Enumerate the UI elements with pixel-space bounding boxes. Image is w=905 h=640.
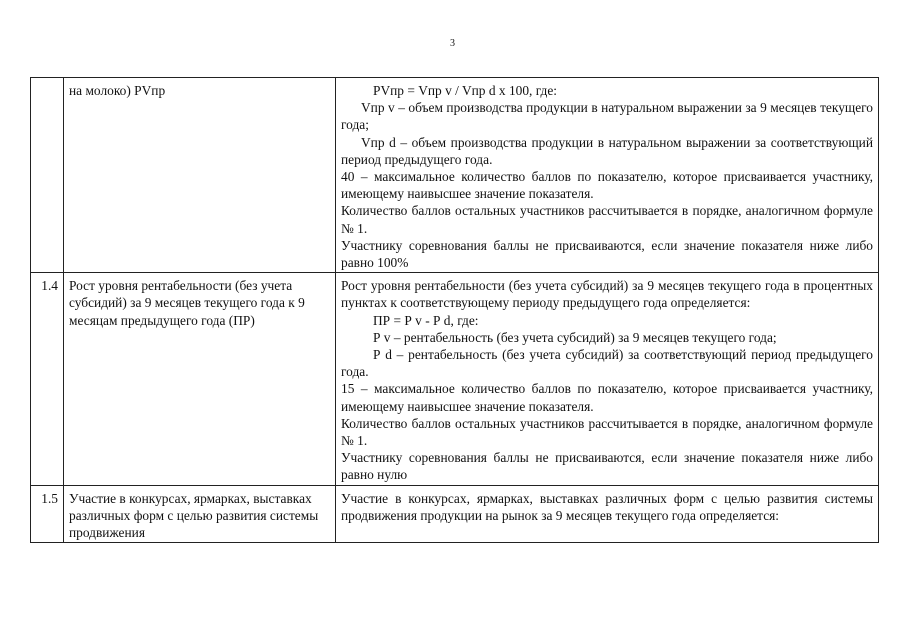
- variable-definition: Vпр v – объем производства продукции в натуральном выражении за 9 месяцев текущего года;: [341, 100, 873, 133]
- score-rule-note: Количество баллов остальных участников рассчитывается в порядке, аналогичном формуле № 1.: [341, 203, 873, 236]
- page-number: 3: [450, 38, 455, 49]
- row-number-cell: 1.5: [31, 485, 64, 543]
- indicator-name-cell: [64, 273, 336, 485]
- max-score-note: 15 – максимальное количество баллов по показателю, которое присваивается участнику, имеющему наивысшее значение показателя.: [341, 381, 873, 414]
- indicator-name-cell: [64, 485, 336, 543]
- calculation-method-cell: [336, 273, 879, 485]
- calculation-method-cell: [336, 485, 879, 543]
- score-rule-note: Количество баллов остальных участников рассчитывается в порядке, аналогичном формуле № 1.: [341, 415, 873, 449]
- indicator-name: Рост уровня рентабельности (без учета субсидий) за 9 месяцев текущего года к 9 месяцам предыдущего года (ПР): [69, 278, 305, 328]
- calculation-method-cell: [336, 78, 879, 273]
- criteria-table: [30, 77, 879, 543]
- method-intro: Рост уровня рентабельности (без учета субсидий) за 9 месяцев текущего года в процентных пунктах к соответствующему периоду предыдущего года определяется:: [341, 278, 873, 311]
- formula-text: PVпр = Vпр v / Vпр d х 100, где:: [373, 83, 558, 98]
- row-number-cell: 1.4: [31, 273, 64, 485]
- variable-definition: Р d – рентабельность (без учета субсидий) за соответствующий период предыдущего года.: [341, 347, 873, 380]
- no-score-condition: Участнику соревнования баллы не присваиваются, если значение показателя ниже либо равно нулю: [341, 450, 873, 483]
- indicator-name-cell: [64, 78, 336, 273]
- row-number-cell: [31, 78, 64, 273]
- table-row: [31, 485, 879, 543]
- variable-definition: Р v – рентабельность (без учета субсидий) за 9 месяцев текущего года;: [373, 329, 777, 345]
- table-row: [31, 78, 879, 273]
- indicator-name: Участие в конкурсах, ярмарках, выставках различных форм с целью развития системы продвижения: [69, 490, 319, 541]
- table-row: [31, 273, 879, 485]
- max-score-note: 40 – максимальное количество баллов по показателю, которое присваивается участнику, имеющему наивысшее значение показателя.: [341, 169, 873, 202]
- method-intro: Участие в конкурсах, ярмарках, выставках различных форм с целью развития системы продвижения продукции на рынок за 9 месяцев текущего года определяется:: [341, 490, 873, 523]
- variable-definition: Vпр d – объем производства продукции в натуральном выражении за соответствующий период предыдущего года.: [341, 134, 873, 167]
- indicator-name: на молоко) PVпр: [69, 83, 166, 98]
- no-score-condition: Участнику соревнования баллы не присваиваются, если значение показателя ниже либо равно 100%: [341, 237, 873, 271]
- formula-text: ПР = Р v - Р d, где:: [373, 312, 479, 328]
